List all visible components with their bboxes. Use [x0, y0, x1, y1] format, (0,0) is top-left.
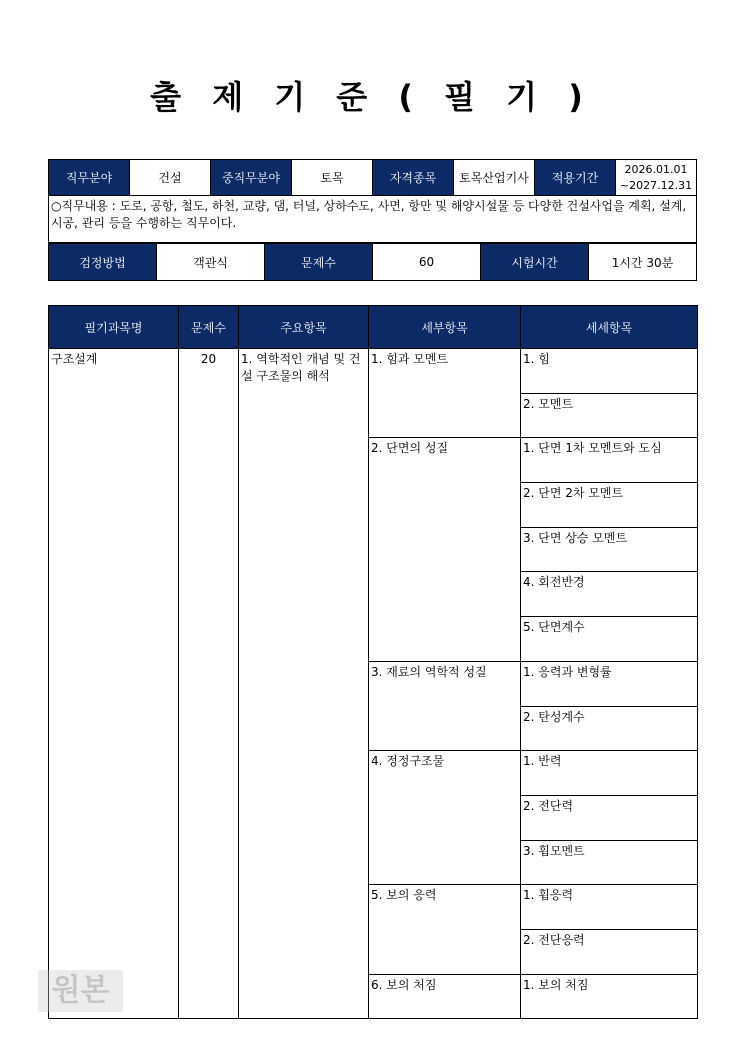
sub-item: 4. 정정구조물	[369, 751, 521, 885]
sub-item: 1. 힘과 모멘트	[369, 349, 521, 438]
detail-item: 3. 휨모멘트	[521, 840, 698, 885]
header-sub-item: 세부항목	[369, 306, 521, 349]
count-value: 60	[373, 244, 481, 281]
period-value	[616, 160, 697, 196]
method-label: 검정방법	[49, 244, 157, 281]
sub-item: 3. 재료의 역학적 성질	[369, 661, 521, 750]
page-title: 출 제 기 준 ( 필 기 )	[150, 78, 593, 116]
detail-item: 1. 힘	[521, 349, 698, 394]
header-detail-item: 세세항목	[521, 306, 698, 349]
detail-item: 2. 전단력	[521, 795, 698, 840]
field-value: 건설	[130, 160, 211, 196]
detail-item: 1. 보의 처짐	[521, 974, 698, 1019]
subject-cell: 구조설계	[49, 349, 179, 1019]
method-value: 객관식	[157, 244, 265, 281]
period-start: 2026.01.01	[624, 162, 688, 176]
count-label: 문제수	[265, 244, 373, 281]
detail-item: 2. 단면 2차 모멘트	[521, 483, 698, 528]
main-item-cell: 1. 역학적인 개념 및 건설 구조물의 해석	[239, 349, 369, 1019]
detail-item: 1. 응력과 변형률	[521, 661, 698, 706]
time-value: 1시간 30분	[589, 244, 697, 281]
count-cell: 20	[179, 349, 239, 1019]
job-info-table	[48, 159, 697, 243]
header-count: 문제수	[179, 306, 239, 349]
sub-item: 2. 단면의 성질	[369, 438, 521, 661]
period-label: 적용기간	[535, 160, 616, 196]
header-subject: 필기과목명	[49, 306, 179, 349]
detail-item: 5. 단면계수	[521, 617, 698, 662]
sub-item: 6. 보의 처짐	[369, 974, 521, 1019]
cert-value: 토목산업기사	[454, 160, 535, 196]
subfield-label: 중직무분야	[211, 160, 292, 196]
detail-item: 2. 전단응력	[521, 929, 698, 974]
sub-item: 5. 보의 응력	[369, 885, 521, 974]
watermark-stamp: 원본	[38, 970, 123, 1012]
detail-item: 1. 휨응력	[521, 885, 698, 930]
header-main-item: 주요항목	[239, 306, 369, 349]
detail-item: 2. 모멘트	[521, 393, 698, 438]
job-description: ○직무내용 : 도로, 공항, 철도, 하천, 교량, 댐, 터널, 상하수도, 사면, 항만 및 해양시설물 등 다양한 건설사업을 계획, 설계, 시공, 관리 등을 수행하는 직무이다.	[49, 196, 697, 243]
period-end: ~2027.12.31	[619, 178, 693, 192]
exam-info-table	[48, 243, 697, 281]
detail-item: 2. 탄성계수	[521, 706, 698, 751]
syllabus-table	[48, 305, 698, 1019]
subfield-value: 토목	[292, 160, 373, 196]
detail-item: 3. 단면 상승 모멘트	[521, 527, 698, 572]
detail-item: 1. 반력	[521, 751, 698, 796]
time-label: 시험시간	[481, 244, 589, 281]
detail-item: 1. 단면 1차 모멘트와 도심	[521, 438, 698, 483]
field-label: 직무분야	[49, 160, 130, 196]
cert-label: 자격종목	[373, 160, 454, 196]
detail-item: 4. 회전반경	[521, 572, 698, 617]
